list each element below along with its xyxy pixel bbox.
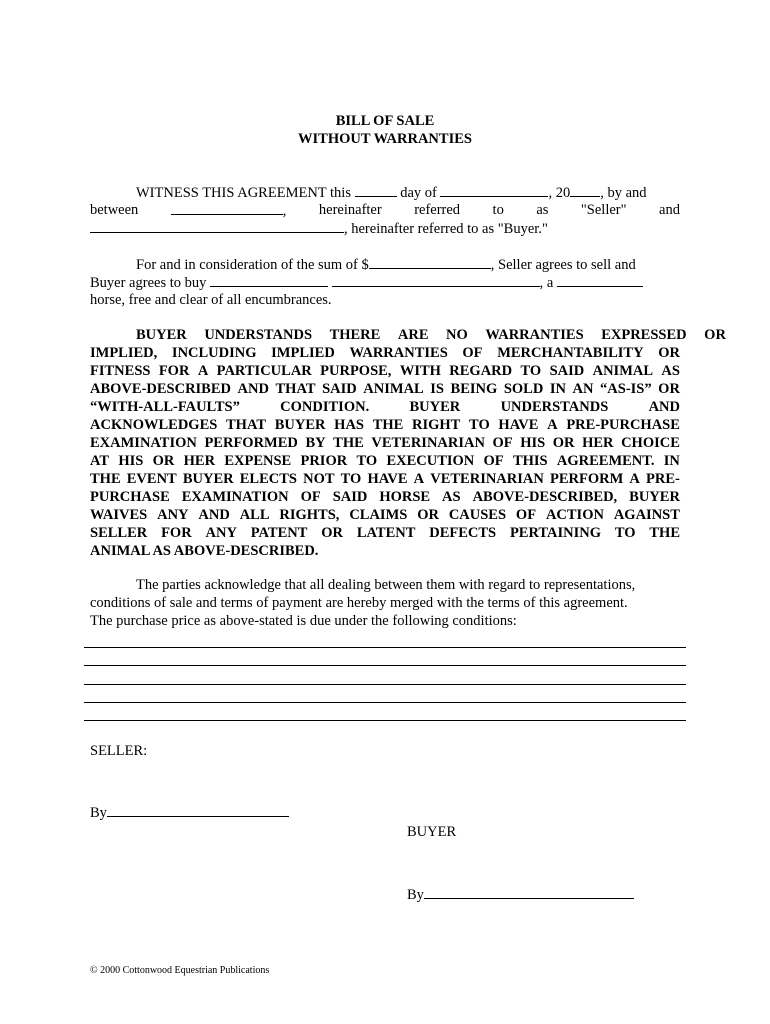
word: CLAIMS xyxy=(349,507,408,523)
seller-label: SELLER: xyxy=(90,743,148,759)
word: DEFECTS xyxy=(429,525,497,541)
word: ACTION xyxy=(545,507,604,523)
word: AS xyxy=(442,489,461,505)
buyer-signature-line: By xyxy=(407,885,667,904)
word: SELLER xyxy=(90,525,148,541)
word: SAID xyxy=(549,363,585,379)
word: TO xyxy=(469,417,490,433)
conditions-line-3[interactable] xyxy=(84,684,686,685)
word: WARRANTIES xyxy=(485,327,584,343)
word: NO xyxy=(446,327,468,343)
word: AGAINST xyxy=(613,507,680,523)
word: PERFORM xyxy=(549,471,624,487)
word: OF xyxy=(462,345,483,361)
word: OR xyxy=(152,453,175,469)
conditions-line-5[interactable] xyxy=(84,720,686,721)
word: EXPRESSED xyxy=(601,327,687,343)
word: BY xyxy=(305,435,326,451)
word: BUYER xyxy=(274,417,326,433)
word: ANY xyxy=(157,507,189,523)
word: BUYER xyxy=(136,327,187,343)
word: AGREEMENT. xyxy=(556,453,655,469)
word: ANIMAL xyxy=(363,381,424,397)
price-field[interactable] xyxy=(369,255,491,269)
word: OF xyxy=(483,453,504,469)
word: PRE-PURCHASE xyxy=(566,417,680,433)
word: ABOVE-DESCRIBED xyxy=(90,381,231,397)
word: OF xyxy=(300,489,321,505)
word: THE xyxy=(333,435,364,451)
acknowledge-line: conditions of sale and terms of payment are hereby merged with the terms of this agreement. xyxy=(90,595,628,611)
disclaimer-line xyxy=(90,416,680,434)
word: TO xyxy=(614,525,636,541)
word: ANY xyxy=(205,525,237,541)
word: CONDITION. xyxy=(280,399,370,415)
disclaimer-line xyxy=(90,326,726,344)
word: ACKNOWLEDGES xyxy=(90,417,218,433)
seller-name-field[interactable] xyxy=(171,201,283,215)
word: HER xyxy=(582,435,614,451)
word: IS xyxy=(430,381,444,397)
word: UNDERSTANDS xyxy=(500,399,609,415)
word: AS xyxy=(661,363,680,379)
acknowledge-line: The purchase price as above-stated is due under the following conditions: xyxy=(90,613,517,629)
seller-signature-line: By xyxy=(90,803,680,822)
word: UNDERSTANDS xyxy=(204,327,313,343)
word: HORSE xyxy=(379,489,431,505)
horse-description-field[interactable] xyxy=(332,273,540,287)
word: EXECUTION xyxy=(386,453,475,469)
word: RIGHT xyxy=(412,417,461,433)
word: AND xyxy=(198,507,230,523)
disclaimer-line xyxy=(90,398,680,416)
word: PARTICULAR xyxy=(216,363,312,379)
seller-signature-field[interactable] xyxy=(107,803,289,817)
buyer-label: BUYER xyxy=(407,824,457,840)
word: EVENT xyxy=(126,471,177,487)
word: ARE xyxy=(397,327,429,343)
word: EXAMINATION xyxy=(181,489,289,505)
word: SAID xyxy=(322,381,357,397)
word: CAUSES xyxy=(448,507,507,523)
month-field[interactable] xyxy=(440,183,548,197)
word: TO xyxy=(340,471,362,487)
word: TO xyxy=(520,363,542,379)
horse-name-field[interactable] xyxy=(210,273,328,287)
word: A xyxy=(197,363,209,379)
disclaimer-line xyxy=(90,488,680,506)
word: “AS-IS” xyxy=(600,381,652,397)
conditions-line-2[interactable] xyxy=(84,665,686,666)
document-title: BILL OF SALE xyxy=(335,113,435,129)
word: OR xyxy=(417,507,439,523)
word: NOT xyxy=(303,471,335,487)
word: PERFORMED xyxy=(204,435,298,451)
document-subtitle: WITHOUT WARRANTIES xyxy=(298,131,472,147)
word: PRE- xyxy=(646,471,680,487)
disclaimer-line xyxy=(90,434,680,452)
acknowledge-line: The parties acknowledge that all dealing between them with regard to representations, xyxy=(136,577,636,593)
word: EXPENSE xyxy=(224,453,292,469)
word: BEING xyxy=(450,381,498,397)
disclaimer-line xyxy=(90,524,680,542)
word: OF xyxy=(492,435,513,451)
consideration-line-2: Buyer agrees to buy , a xyxy=(90,273,680,292)
word: THE xyxy=(90,471,121,487)
word: THERE xyxy=(329,327,381,343)
word: IN xyxy=(549,381,566,397)
word: PERTAINING xyxy=(509,525,602,541)
word: MERCHANTABILITY xyxy=(497,345,644,361)
word: PATENT xyxy=(250,525,308,541)
word: VETERINARIAN xyxy=(371,435,485,451)
word: HIS xyxy=(118,453,144,469)
word: A xyxy=(413,471,425,487)
word: RIGHTS, xyxy=(279,507,340,523)
word: SOLD xyxy=(503,381,544,397)
word: A xyxy=(629,471,640,487)
consideration-line-1: For and in consideration of the sum of $ , Seller agrees to sell and xyxy=(136,257,636,273)
word: OF xyxy=(515,507,537,523)
word: HER xyxy=(183,453,216,469)
word: THIS xyxy=(512,453,548,469)
witness-line-2: between , hereinafter referred to as "Seller" and xyxy=(90,202,680,219)
word: PURCHASE xyxy=(90,489,170,505)
word: “WITH-ALL-FAULTS” xyxy=(90,399,240,415)
year-field[interactable] xyxy=(570,183,600,197)
witness-line-1: WITNESS THIS AGREEMENT this day of , 20 , by and xyxy=(136,185,647,201)
word: AN xyxy=(572,381,594,397)
word: IN xyxy=(663,453,680,469)
word: FOR xyxy=(161,525,192,541)
word: ELECTS xyxy=(239,471,297,487)
word: THAT xyxy=(275,381,316,397)
conditions-line-1[interactable] xyxy=(84,647,686,648)
word: AT xyxy=(90,453,110,469)
word: REGARD xyxy=(449,363,513,379)
disclaimer-line xyxy=(90,452,680,470)
word: PURPOSE, xyxy=(320,363,392,379)
disclaimer-line xyxy=(90,344,680,362)
horse-type-field[interactable] xyxy=(557,273,643,287)
buyer-signature-field[interactable] xyxy=(424,885,634,899)
word: LATENT xyxy=(356,525,416,541)
word: OR xyxy=(658,345,680,361)
word: WITH xyxy=(399,363,441,379)
word: EXAMINATION xyxy=(90,435,197,451)
word: ANIMAL xyxy=(592,363,654,379)
consideration-line-3: horse, free and clear of all encumbrances. xyxy=(90,292,332,308)
buyer-name-field[interactable] xyxy=(90,219,344,233)
word: IMPLIED xyxy=(271,345,335,361)
word: AND xyxy=(648,399,680,415)
disclaimer-line xyxy=(90,362,680,380)
word: BUYER xyxy=(182,471,234,487)
word: TO xyxy=(356,453,378,469)
word: BUYER xyxy=(629,489,680,505)
word: HAS xyxy=(334,417,364,433)
word: INCLUDING xyxy=(171,345,257,361)
word: ABOVE-DESCRIBED, xyxy=(472,489,618,505)
word: THE xyxy=(372,417,404,433)
word: OR xyxy=(552,435,575,451)
word: FOR xyxy=(158,363,190,379)
word: WAIVES xyxy=(90,507,148,523)
disclaimer-line xyxy=(90,380,680,398)
word: THAT xyxy=(226,417,267,433)
word: PRIOR xyxy=(300,453,348,469)
word: SAID xyxy=(332,489,368,505)
disclaimer-line: ANIMAL AS ABOVE-DESCRIBED. xyxy=(90,543,319,559)
word: ALL xyxy=(239,507,270,523)
word: IMPLIED, xyxy=(90,345,158,361)
word: AND xyxy=(237,381,269,397)
word: BUYER xyxy=(409,399,461,415)
disclaimer-line xyxy=(90,506,680,524)
word: OR xyxy=(658,381,680,397)
word: HAVE xyxy=(367,471,408,487)
copyright-footer: © 2000 Cottonwood Equestrian Publications xyxy=(90,965,270,976)
word: THE xyxy=(649,525,680,541)
word: OR xyxy=(704,327,726,343)
word: CHOICE xyxy=(621,435,680,451)
disclaimer-line xyxy=(90,470,680,488)
word: HIS xyxy=(520,435,546,451)
word: FITNESS xyxy=(90,363,151,379)
word: WARRANTIES xyxy=(349,345,448,361)
witness-line-3: , hereinafter referred to as "Buyer." xyxy=(90,219,680,238)
word: OR xyxy=(321,525,343,541)
word: VETERINARIAN xyxy=(430,471,544,487)
day-field[interactable] xyxy=(355,183,397,197)
conditions-line-4[interactable] xyxy=(84,702,686,703)
word: HAVE xyxy=(498,417,539,433)
word: A xyxy=(547,417,558,433)
